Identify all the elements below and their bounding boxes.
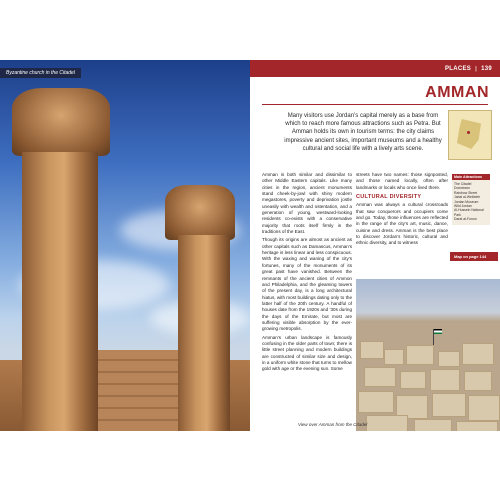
column-left — [22, 152, 98, 431]
city-photo-caption: View over Amman from the Citadel — [298, 422, 368, 427]
building — [464, 371, 492, 391]
attraction-item: The Citadel — [454, 182, 472, 186]
text-column-1 — [262, 172, 352, 375]
text-column-2 — [356, 172, 448, 249]
building — [414, 419, 452, 431]
attraction-item: Al-Hussein National Park — [454, 208, 484, 217]
body-paragraph: Amman is both similar and dissimilar to other Middle Eastern capitals. Like many cities in the region, ancient monuments stand cheek-by-jowl with shiny modern megastores, poverty and deprivation jostle uneasily with wealth and ostentation, and a generation of young, westward-looking residents co-exists with a conservative majority that roots itself firmly in the traditions of the East. — [262, 172, 352, 235]
building — [456, 421, 498, 431]
attraction-item: Downtown — [454, 186, 470, 191]
header-separator: | — [475, 65, 478, 72]
building — [468, 395, 500, 421]
building — [360, 341, 384, 359]
map-reference-tag: Map on page 144 — [450, 252, 498, 261]
locator-map — [448, 110, 492, 160]
building — [462, 343, 494, 365]
page-title: AMMAN — [425, 84, 489, 101]
box-title: Main Attractions — [454, 175, 483, 179]
building — [358, 391, 394, 413]
attraction-item: Rainbow Street — [454, 190, 478, 195]
page-header — [250, 60, 500, 77]
building — [366, 415, 408, 431]
intro-paragraph: Many visitors use Jordan’s capital merely as a base from which to reach more famous attractions such as Petra. But Amman holds its own in tourism terms: the city claims impressive ancient sites, important museums and a healthy cultural and social life with a lively arts scene. — [284, 113, 442, 152]
column-capital-right — [165, 185, 235, 240]
body-paragraph: streets have two names: those signposted, and those named locally, often after landmarks or locals who once lived there. — [356, 172, 448, 190]
page-number: 139 — [481, 65, 492, 72]
body-paragraph: Amman was always a cultural crossroads that saw conquerors and occupiers come and go. Today, those influences are reflected in the range of the city’s art, music, dance, cuisine and dress. Amman is the best place to discover Jordan’s historic, cultural and ethnic diversity, and to witness — [356, 202, 448, 246]
building — [406, 345, 434, 365]
body-paragraph: Amman’s urban landscape is famously confusing in the older parts of town; there is little street planning and modern buildings are constructed of similar size and design, in a uniform white stone that turns to mellow gold with age or the evening sun. Some — [262, 334, 352, 372]
section-name: PLACES — [444, 65, 472, 72]
attraction-item: Jordan Museum — [454, 199, 479, 204]
building — [430, 369, 460, 391]
citadel-photo — [0, 60, 250, 431]
title-divider — [262, 104, 488, 105]
photo-caption: Byzantine church in the Citadel — [0, 68, 81, 78]
body-paragraph: Though its origins are almost as ancient as other capitals such as Damascus, Amman’s heritage is less linear and less conspicuous. With the waxing and waning of the city’s fortunes, many of the monuments of its great past have vanished. Between the remnants of the ancient cities of Ammon and Philadelphia, and the gleaming towers of the present day, is a long architectural hiatus, with most buildings dating only to the latter half of the 20th century. A handful of houses date from the 1920s and ’30s during the days of the Emirate, but most are suffering visible absorption by the ever-growing metropolis. — [262, 237, 352, 332]
column-capital-left — [12, 88, 110, 156]
attraction-item: Darat al-Funun — [454, 217, 477, 222]
city-marker-icon — [467, 131, 470, 134]
building — [400, 371, 426, 389]
building — [384, 349, 404, 365]
flag-icon — [434, 329, 442, 334]
building — [432, 393, 466, 417]
book-spread — [0, 60, 500, 431]
main-attractions-box — [452, 174, 490, 225]
building — [364, 367, 396, 387]
right-page — [250, 60, 500, 431]
amman-city-photo — [356, 279, 500, 431]
attraction-item: Jabal al-Weibdeh — [454, 195, 481, 200]
country-outline — [457, 119, 481, 149]
building — [438, 351, 460, 367]
attraction-item: Wild Jordan — [454, 204, 472, 209]
section-heading: CULTURAL DIVERSITY — [356, 194, 422, 201]
column-right — [178, 235, 230, 431]
